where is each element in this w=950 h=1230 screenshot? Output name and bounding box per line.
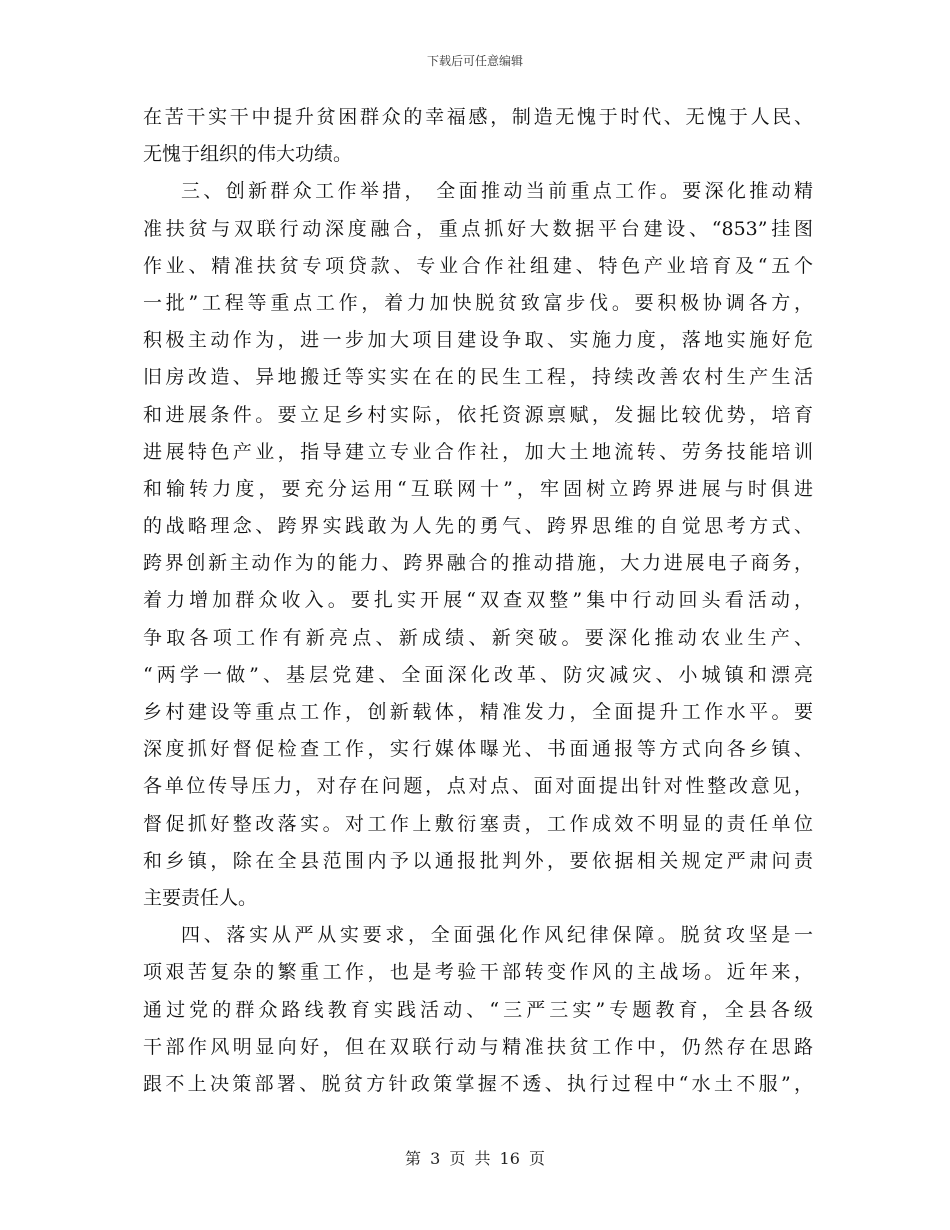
document-body [143,99,813,1103]
text-line: 跨界创新主动作为的能力、跨界融合的推动措施，大力进展电子商务， [143,552,813,575]
text-line: 无愧于组织的伟大功绩。 [143,143,353,166]
text-line: 的战略理念、跨界实践敢为人先的勇气、跨界思维的自觉思考方式、 [143,515,813,538]
text-line: 通过党的群众路线教育实践活动、“三严三实”专题教育，全县各级 [143,998,813,1021]
text-line: 准扶贫与双联行动深度融合，重点抓好大数据平台建设、“853”挂图 [143,217,813,240]
text-line: 和乡镇，除在全县范围内予以通报批判外，要依据相关规定严肃问责 [143,849,813,872]
page-number-footer: 第 3 页 共 16 页 [405,1149,545,1168]
header-note: 下载后可任意编辑 [426,54,523,68]
text-line: 作业、精准扶贫专项贷款、专业合作社组建、特色产业培育及“五个 [143,254,813,277]
text-line: 旧房改造、异地搬迁等实实在在的民生工程，持续改善农村生产生活 [143,366,813,389]
text-line: 进展特色产业，指导建立专业合作社，加大土地流转、劳务技能培训 [143,440,813,463]
text-line: 和进展条件。要立足乡村实际，依托资源禀赋，发掘比较优势，培育 [143,403,813,426]
text-line: 和输转力度，要充分运用“互联网十”，牢固树立跨界进展与时俱进 [143,477,813,500]
text-line: 争取各项工作有新亮点、新成绩、新突破。要深化推动农业生产、 [143,626,813,649]
text-line: 项艰苦复杂的繁重工作，也是考验干部转变作风的主战场。近年来， [143,961,813,984]
text-line: 干部作风明显向好，但在双联行动与精准扶贫工作中，仍然存在思路 [143,1035,813,1058]
text-line: 积极主动作为，进一步加大项目建设争取、实施力度，落地实施好危 [143,329,813,352]
text-line: 各单位传导压力，对存在问题，点对点、面对面提出针对性整改意见， [143,775,813,798]
text-line: 深度抓好督促检查工作，实行媒体曝光、书面通报等方式向各乡镇、 [143,738,813,761]
text-line: 在苦干实干中提升贫困群众的幸福感，制造无愧于时代、无愧于人民、 [143,106,813,128]
text-line: 着力增加群众收入。要扎实开展“双查双整”集中行动回头看活动， [143,589,813,612]
text-line: 督促抓好整改落实。对工作上敷衍塞责，工作成效不明显的责任单位 [143,812,813,835]
text-line: 一批”工程等重点工作，着力加快脱贫致富步伐。要积极协调各方， [143,291,813,314]
text-line: “两学一做”、基层党建、全面深化改革、防灾减灾、小城镇和漂亮 [143,663,813,686]
text-line: 跟不上决策部署、脱贫方针政策掌握不透、执行过程中“水土不服”， [143,1072,813,1095]
paragraph-heading-line: 四、落实从严从实要求，全面强化作风纪律保障。脱贫攻坚是一 [181,924,813,947]
paragraph-heading-line: 三、创新群众工作举措， 全面推动当前重点工作。要深化推动精 [181,180,813,203]
text-line: 主要责任人。 [143,886,258,909]
text-line: 乡村建设等重点工作，创新载体，精准发力，全面提升工作水平。要 [143,701,813,723]
